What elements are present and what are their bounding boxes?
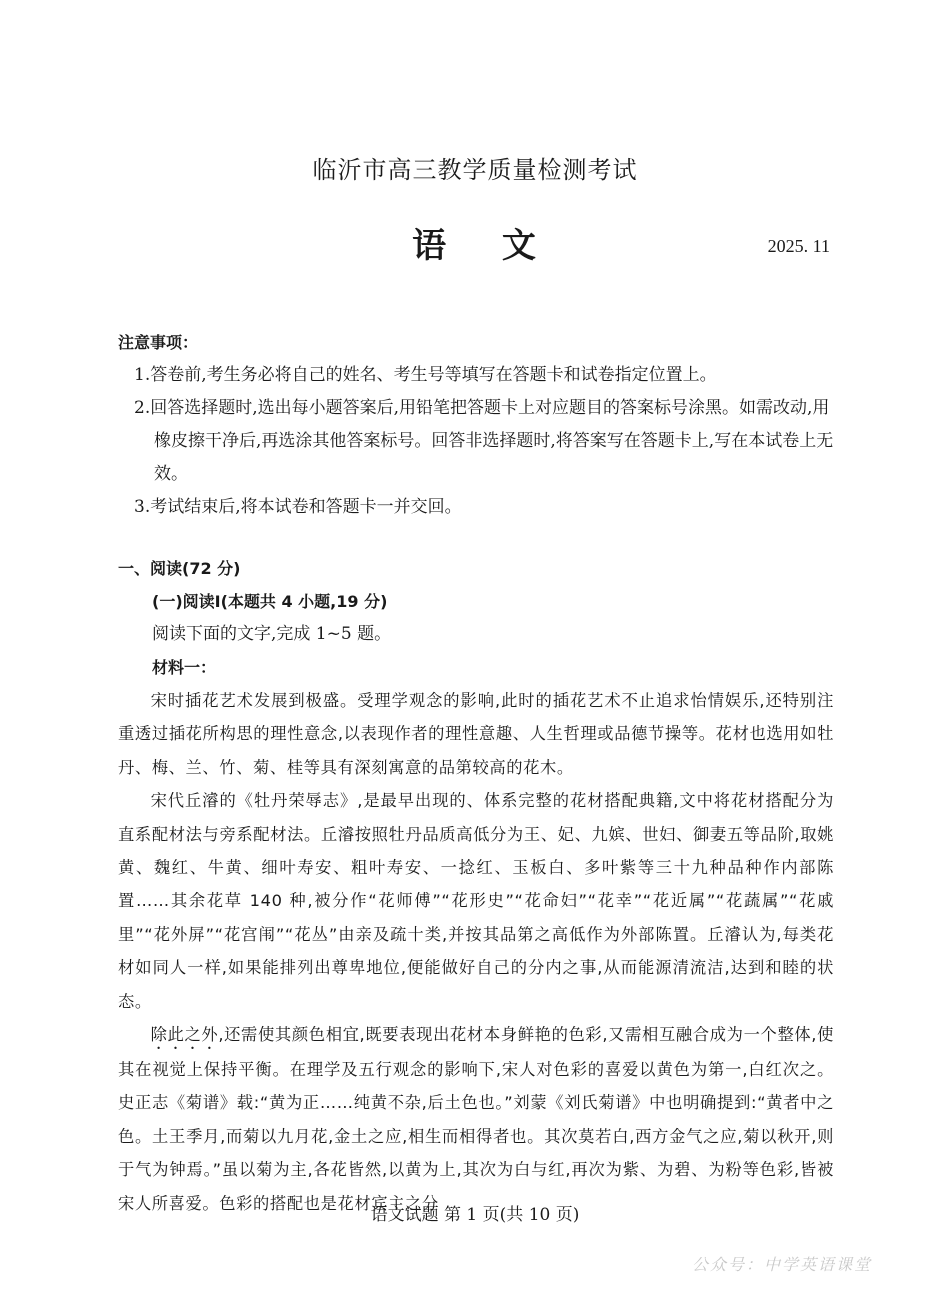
exam-content bbox=[118, 326, 834, 1220]
paragraph-2: 宋代丘濬的《牡丹荣辱志》,是最早出现的、体系完整的花材搭配典籍,文中将花材搭配分为直系配材法与旁系配材法。丘濬按照牡丹品质高低分为王、妃、九嫔、世妇、御妻五等品阶,取姚黄、魏红、牛黄、细叶寿安、粗叶寿安、一捻红、玉板白、多叶紫等三十九种品种作内部陈置……其余花草 140 种,被分作“花师傅”“花形史”“花命妇”“花幸”“花近属”“花蔬属”“花戚里”“花外屏”“花宫闱”“花丛”由亲及疏十类,并按其品第之高低作为外部陈置。丘濬认为,每类花材如同人一样,如果能排列出尊卑地位,便能做好自己的分内之事,从而能源清流洁,达到和睦的状态。 bbox=[118, 791, 834, 1011]
page-footer: 语文试题 第 1 页(共 10 页) bbox=[370, 1205, 580, 1225]
paragraph-3 bbox=[118, 1018, 834, 1220]
subject-title: 语 文 bbox=[412, 226, 538, 266]
notice-item: 2.回答选择题时,选出每小题答案后,用铅笔把答题卡上对应题目的答案标号涂黑。如需改动,用橡皮擦干净后,再选涂其他答案标号。回答非选择题时,将答案写在答题卡上,写在本试卷上无效。 bbox=[134, 398, 834, 484]
watermark: 公众号：中学英语课堂 bbox=[691, 1255, 872, 1274]
section-instruction: 阅读下面的文字,完成 1~5 题。 bbox=[152, 624, 392, 644]
section-title: 一、阅读(72 分) bbox=[118, 559, 241, 578]
material-label: 材料一： bbox=[152, 658, 217, 677]
notice-item: 3.考试结束后,将本试卷和答题卡一并交回。 bbox=[134, 497, 462, 517]
exam-date: 2025. 11 bbox=[767, 236, 830, 256]
exam-title: 临沂市高三教学质量检测考试 bbox=[312, 156, 638, 184]
section-subtitle: (一)阅读Ⅰ(本题共 4 小题,19 分) bbox=[152, 592, 388, 611]
notice-title: 注意事项： bbox=[118, 333, 199, 352]
paragraph-1: 宋时插花艺术发展到极盛。受理学观念的影响,此时的插花艺术不止追求怡情娱乐,还特别注重透过插花所构思的理性意念,以表现作者的理性意趣、人生哲理或品德节操等。花材也选用如牡丹、梅、兰、竹、菊、桂等具有深刻寓意的品第较高的花木。 bbox=[118, 691, 834, 777]
paragraph-3-text: ,还需使其颜色相宜,既要表现出花材本身鲜艳的色彩,又需相互融合成为一个整体,使其在视觉上保持平衡。在理学及五行观念的影响下,宋人对色彩的喜爱以黄色为第一,白红次之。史正志《菊谱》载:“黄为正……纯黄不杂,后土色也。”刘蒙《刘氏菊谱》中也明确提到:“黄者中之色。土王季月,而菊以九月花,金土之应,相生而相得者也。其次莫若白,西方金气之应,菊以秋开,则于气为钟焉。”虽以菊为主,各花皆然,以黄为上,其次为白与红,再次为紫、为碧、为粉等色彩,皆被宋人所喜爱。色彩的搭配也是花材宾主之分 bbox=[118, 1025, 835, 1213]
emphasized-phrase: 除此之外 bbox=[150, 1025, 219, 1045]
notice-item: 1.答卷前,考生务必将自己的姓名、考生号等填写在答题卡和试卷指定位置上。 bbox=[134, 365, 717, 385]
